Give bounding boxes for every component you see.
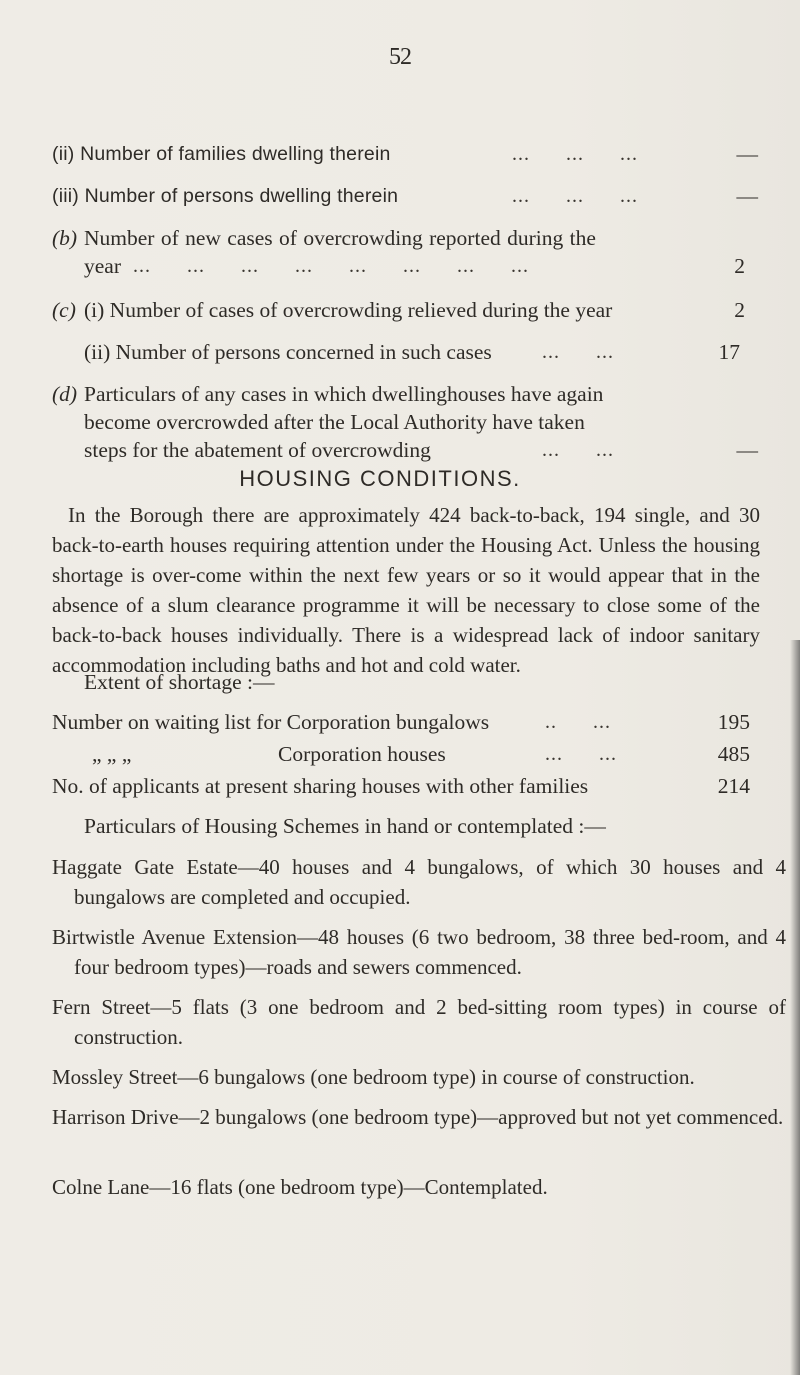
leader-dots: ... ...: [542, 341, 614, 363]
leader-dots: .. ...: [545, 711, 611, 733]
item-c-i-label: (i) Number of cases of overcrowding relieved during the year: [84, 298, 613, 322]
item-c-ii-label: (ii) Number of persons concerned in such cases: [84, 340, 492, 364]
item-d-value: —: [736, 438, 758, 462]
item-d-line3: steps for the abatement of overcrowding: [84, 438, 431, 462]
item-c-marker: (c): [52, 298, 76, 322]
item-c-i-value: 2: [734, 298, 745, 322]
section-heading: HOUSING CONDITIONS.: [239, 466, 521, 491]
leader-dots: ... ... ... ... ... ... ... ...: [133, 255, 529, 277]
item-d-line2: become overcrowded after the Local Authority have taken: [84, 410, 585, 434]
shortage-row-sharing-value: 214: [717, 774, 750, 798]
item-c-ii-value: 17: [718, 340, 740, 364]
item-a-ii-value: —: [736, 142, 758, 166]
scheme-harrison-drive: Harrison Drive—2 bungalows (one bedroom type)—approved but not yet commenced.: [52, 1105, 784, 1129]
page-edge-shadow: [790, 640, 800, 1375]
item-b-marker: (b): [52, 226, 78, 250]
intro-paragraph: In the Borough there are approximately 424 back-to-back, 194 single, and 30 back-to-earth houses requiring attention under the Housing Act. Unless the housing shortage is over-come within the next few years or so it would appear that in the absence of a slum clearance programme it will be necessary to close some of the back-to-back houses individually. There is a widespread lack of indoor sanitary accommodation including baths and hot and cold water.: [52, 503, 760, 677]
scheme-mossley-street: Mossley Street—6 bungalows (one bedroom type) in course of construction.: [52, 1065, 695, 1089]
page-number: 52: [389, 44, 411, 70]
item-a-iii-value: —: [736, 184, 758, 208]
shortage-row-bungalows-label: Number on waiting list for Corporation bungalows: [52, 710, 490, 734]
scheme-colne-lane: Colne Lane—16 flats (one bedroom type)—Contemplated.: [52, 1175, 548, 1199]
scheme-birtwistle-avenue: Birtwistle Avenue Extension—48 houses (6 two bedroom, 38 three bed-room, and 4 four bedroom types)—roads and sewers commenced.: [52, 925, 786, 979]
leader-dots: ... ... ...: [512, 185, 638, 207]
shortage-row-houses-value: 485: [717, 742, 750, 766]
item-a-iii-label: (iii) Number of persons dwelling therein: [52, 185, 399, 207]
leader-dots: ... ...: [545, 743, 617, 765]
shortage-title: Extent of shortage :—: [84, 670, 275, 694]
item-b-label-line1: Number of new cases of overcrowding reported during the: [84, 226, 596, 250]
shortage-row-bungalows-value: 195: [717, 710, 750, 734]
item-b-label-line2: year: [84, 254, 121, 278]
shortage-row-houses-label: Corporation houses: [278, 742, 446, 766]
scheme-fern-street: Fern Street—5 flats (3 one bedroom and 2 bed-sitting room types) in course of construction.: [52, 995, 786, 1049]
shortage-row-houses-ditto: „ „ „: [92, 742, 132, 766]
item-d-marker: (d): [52, 382, 78, 406]
item-d-line1: Particulars of any cases in which dwellinghouses have again: [84, 382, 604, 406]
shortage-row-sharing-label: No. of applicants at present sharing houses with other families: [52, 774, 589, 798]
item-b-value: 2: [734, 254, 745, 278]
item-a-ii-label: (ii) Number of families dwelling therein: [52, 143, 391, 165]
schemes-title: Particulars of Housing Schemes in hand or contemplated :—: [84, 814, 606, 838]
leader-dots: ... ...: [542, 439, 614, 461]
scheme-haggate-gate: Haggate Gate Estate—40 houses and 4 bungalows, of which 30 houses and 4 bungalows are completed and occupied.: [52, 855, 786, 909]
leader-dots: ... ... ...: [512, 143, 638, 165]
